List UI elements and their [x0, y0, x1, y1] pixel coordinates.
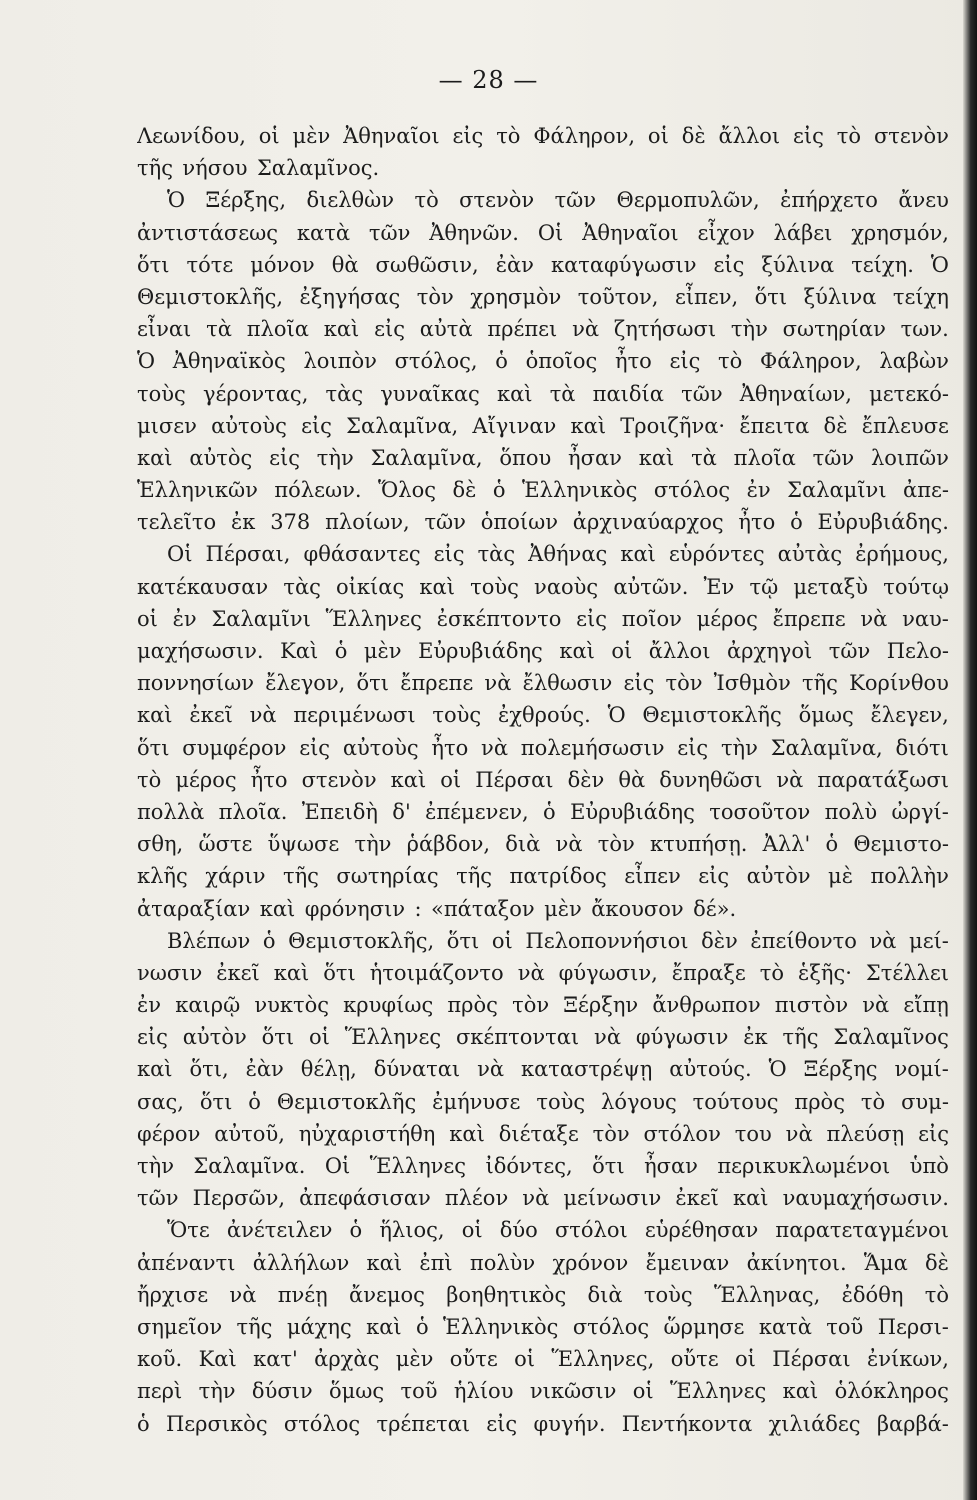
text-line: σημεῖον τῆς μάχης καὶ ὁ Ἑλληνικὸς στόλος ὥρμησε κατὰ τοῦ Περσι-	[137, 1314, 949, 1339]
text-line: Ὁ Ξέρξης, διελθὼν τὸ στενὸν τῶν Θερμοπυλῶν, ἐπήρχετο ἄνευ	[167, 188, 949, 213]
text-line: Ἑλληνικῶν πόλεων. Ὅλος δὲ ὁ Ἑλληνικὸς στόλος ἐν Σαλαμῖνι ἀπε-	[137, 478, 949, 503]
text-line: εἰς αὐτὸν ὅτι οἱ Ἕλληνες σκέπτονται νὰ φύγωσιν ἐκ τῆς Σαλαμῖνος	[137, 1025, 949, 1050]
text-line: τῶν Περσῶν, ἀπεφάσισαν πλέον νὰ μείνωσιν ἐκεῖ καὶ ναυμαχήσωσιν.	[137, 1186, 949, 1211]
text-line: Βλέπων ὁ Θεμιστοκλῆς, ὅτι οἱ Πελοποννήσιοι δὲν ἐπείθοντο νὰ μεί-	[167, 928, 949, 953]
text-line: καὶ ἐκεῖ νὰ περιμένωσι τοὺς ἐχθρούς. Ὁ Θεμιστοκλῆς ὅμως ἔλεγεν,	[137, 703, 949, 728]
text-line: Οἱ Πέρσαι, φθάσαντες εἰς τὰς Ἀθήνας καὶ εὑρόντες αὐτὰς ἐρήμους,	[167, 542, 949, 567]
text-line: φέρον αὐτοῦ, ηὐχαριστήθη καὶ διέταξε τὸν στόλον του νὰ πλεύσῃ εἰς	[137, 1121, 949, 1146]
text-line: ὅτι τότε μόνον θὰ σωθῶσιν, ἐὰν καταφύγωσιν εἰς ξύλινα τείχη. Ὁ	[137, 252, 949, 277]
text-line: τὴν Σαλαμῖνα. Οἱ Ἕλληνες ἰδόντες, ὅτι ἦσαν περικυκλωμένοι ὑπὸ	[137, 1154, 949, 1178]
page-number: — 28 —	[438, 66, 539, 94]
text-line: Ὅτε ἀνέτειλεν ὁ ἥλιος, οἱ δύο στόλοι εὑρέθησαν παρατεταγμένοι	[167, 1218, 949, 1243]
text-line: μισεν αὐτοὺς εἰς Σαλαμῖνα, Αἴγιναν καὶ Τροιζῆνα· ἔπειτα δὲ ἔπλευσε	[137, 413, 949, 438]
text-line: ὁ Περσικὸς στόλος τρέπεται εἰς φυγήν. Πεντήκοντα χιλιάδες βαρβά-	[137, 1411, 949, 1436]
text-line: εἶναι τὰ πλοῖα καὶ εἰς αὐτὰ πρέπει νὰ ζητήσωσι τὴν σωτηρίαν των.	[137, 317, 949, 342]
text-line: νωσιν ἐκεῖ καὶ ὅτι ἡτοιμάζοντο νὰ φύγωσιν, ἔπραξε τὸ ἑξῆς· Στέλλει	[137, 960, 949, 985]
text-line: σθη, ὥστε ὕψωσε τὴν ῥάβδον, διὰ νὰ τὸν κτυπήσῃ. Ἀλλ' ὁ Θεμιστο-	[137, 832, 949, 857]
text-line: ἀταραξίαν καὶ φρόνησιν : «πάταξον μὲν ἄκουσον δέ».	[137, 896, 737, 921]
text-line: κοῦ. Καὶ κατ' ἀρχὰς μὲν οὔτε οἱ Ἕλληνες, οὔτε οἱ Πέρσαι ἐνίκων,	[137, 1347, 949, 1372]
text-line: κλῆς χάριν τῆς σωτηρίας τῆς πατρίδος εἶπεν εἰς αὐτὸν μὲ πολλὴν	[137, 864, 949, 889]
text-line: τῆς νήσου Σαλαμῖνος.	[137, 156, 380, 181]
text-line: μαχήσωσιν. Καὶ ὁ μὲν Εὐρυβιάδης καὶ οἱ ἄλλοι ἀρχηγοὶ τῶν Πελο-	[137, 639, 949, 663]
text-line: τελεῖτο ἐκ 378 πλοίων, τῶν ὁποίων ἀρχιναύαρχος ἦτο ὁ Εὐρυβιάδης.	[137, 510, 949, 535]
text-line: ἀπέναντι ἀλλήλων καὶ ἐπὶ πολὺν χρόνον ἔμειναν ἀκίνητοι. Ἅμα δὲ	[137, 1250, 949, 1275]
text-line: τὸ μέρος ἦτο στενὸν καὶ οἱ Πέρσαι δὲν θὰ δυνηθῶσι νὰ παρατάξωσι	[137, 767, 949, 792]
text-line: Λεωνίδου, οἱ μὲν Ἀθηναῖοι εἰς τὸ Φάληρον, οἱ δὲ ἄλλοι εἰς τὸ στενὸν	[137, 124, 949, 148]
text-line: ἤρχισε νὰ πνέῃ ἄνεμος βοηθητικὸς διὰ τοὺς Ἕλληνας, ἐδόθη τὸ	[137, 1282, 949, 1307]
text-line: Θεμιστοκλῆς, ἐξηγήσας τὸν χρησμὸν τοῦτον, εἶπεν, ὅτι ξύλινα τείχη	[137, 284, 949, 309]
text-line: περὶ τὴν δύσιν ὅμως τοῦ ἡλίου νικῶσιν οἱ Ἕλληνες καὶ ὁλόκληρος	[137, 1379, 949, 1404]
text-line: ἀντιστάσεως κατὰ τῶν Ἀθηνῶν. Οἱ Ἀθηναῖοι εἶχον λάβει χρησμόν,	[137, 220, 949, 245]
text-line: καὶ ὅτι, ἐὰν θέλῃ, δύναται νὰ καταστρέψῃ αὐτούς. Ὁ Ξέρξης νομί-	[137, 1057, 949, 1082]
text-line: ποννησίων ἔλεγον, ὅτι ἔπρεπε νὰ ἔλθωσιν εἰς τὸν Ἰσθμὸν τῆς Κορίνθου	[137, 671, 949, 696]
book-spine-shadow	[963, 0, 977, 1500]
text-line: ἐν καιρῷ νυκτὸς κρυφίως πρὸς τὸν Ξέρξην ἄνθρωπον πιστὸν νὰ εἴπῃ	[137, 993, 949, 1018]
text-line: σας, ὅτι ὁ Θεμιστοκλῆς ἐμήνυσε τοὺς λόγους τούτους πρὸς τὸ συμ-	[137, 1089, 949, 1114]
text-line: ὅτι συμφέρον εἰς αὐτοὺς ἦτο νὰ πολεμήσωσιν εἰς τὴν Σαλαμῖνα, διότι	[137, 735, 949, 760]
body-text	[137, 120, 949, 1440]
text-line: τοὺς γέροντας, τὰς γυναῖκας καὶ τὰ παιδία τῶν Ἀθηναίων, μετεκό-	[137, 381, 949, 406]
text-line: οἱ ἐν Σαλαμῖνι Ἕλληνες ἐσκέπτοντο εἰς ποῖον μέρος ἔπρεπε νὰ ναυ-	[137, 606, 949, 631]
text-line: κατέκαυσαν τὰς οἰκίας καὶ τοὺς ναοὺς αὐτῶν. Ἐν τῷ μεταξὺ τούτῳ	[137, 574, 949, 599]
text-line: Ὁ Ἀθηναϊκὸς λοιπὸν στόλος, ὁ ὁποῖος ἦτο εἰς τὸ Φάληρον, λαβὼν	[137, 349, 949, 374]
text-line: καὶ αὐτὸς εἰς τὴν Σαλαμῖνα, ὅπου ἦσαν καὶ τὰ πλοῖα τῶν λοιπῶν	[137, 445, 949, 470]
text-line: πολλὰ πλοῖα. Ἐπειδὴ δ' ἐπέμενεν, ὁ Εὐρυβιάδης τοσοῦτον πολὺ ὠργί-	[137, 799, 949, 824]
